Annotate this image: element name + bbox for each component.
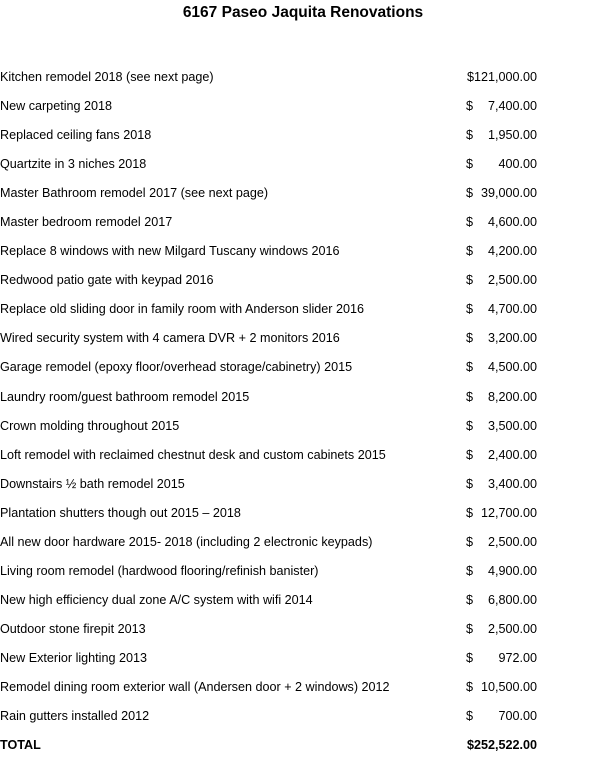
currency-symbol: $ [466,389,474,404]
renovation-amount: $121,000.00 [466,70,537,84]
renovation-amount: 3,400.00 [487,476,537,491]
currency-symbol: $ [466,563,474,578]
renovation-amount: 972.00 [498,650,537,665]
currency-symbol: $ [466,157,474,172]
renovation-description: Master bedroom remodel 2017 [0,215,173,230]
renovation-amount: 700.00 [498,709,537,724]
currency-symbol: $ [466,186,474,201]
renovation-amount: 4,900.00 [487,563,537,578]
renovation-amount: 8,200.00 [487,389,537,404]
renovation-row [0,298,606,327]
currency-symbol: $ [466,592,474,607]
renovation-description: Outdoor stone firepit 2013 [0,621,146,636]
renovation-amount: 4,700.00 [487,302,537,317]
renovation-row [0,473,606,502]
currency-symbol: $ [466,709,474,724]
total-row [0,734,606,763]
renovation-description: Quartzite in 3 niches 2018 [0,157,147,172]
renovation-row [0,531,606,560]
renovation-amount: 2,500.00 [487,534,537,549]
currency-symbol: $ [466,476,474,491]
renovation-description: New carpeting 2018 [0,99,113,114]
renovation-row [0,560,606,589]
renovation-description: Replaced ceiling fans 2018 [0,128,152,143]
renovation-row [0,676,606,705]
renovation-description: New Exterior lighting 2013 [0,650,148,665]
renovation-row [0,618,606,647]
renovation-description: Laundry room/guest bathroom remodel 2015 [0,389,250,404]
total-label: TOTAL [0,738,41,753]
renovation-description: All new door hardware 2015- 2018 (including 2 electronic keypads) [0,534,373,549]
currency-symbol: $ [466,302,474,317]
renovation-description: New high efficiency dual zone A/C system with wifi 2014 [0,592,313,607]
renovation-row [0,66,606,95]
renovation-row [0,386,606,415]
currency-symbol: $ [466,679,474,694]
renovation-description: Wired security system with 4 camera DVR + 2 monitors 2016 [0,331,340,346]
renovation-description: Rain gutters installed 2012 [0,709,150,724]
renovation-row [0,269,606,298]
renovation-description: Loft remodel with reclaimed chestnut desk and custom cabinets 2015 [0,447,386,462]
renovation-amount: 6,800.00 [487,592,537,607]
renovation-description: Downstairs ½ bath remodel 2015 [0,476,185,491]
currency-symbol: $ [466,128,474,143]
renovation-description: Kitchen remodel 2018 (see next page) [0,70,214,84]
renovation-description: Garage remodel (epoxy floor/overhead storage/cabinetry) 2015 [0,360,353,375]
currency-symbol: $ [466,534,474,549]
currency-symbol: $ [466,99,474,114]
renovation-row [0,327,606,356]
currency-symbol: $ [466,447,474,462]
currency-symbol: $ [466,621,474,636]
total-amount: $252,522.00 [466,738,537,753]
renovation-list [0,66,606,763]
renovation-row [0,124,606,153]
renovation-row [0,647,606,676]
renovation-row [0,444,606,473]
renovation-amount: 7,400.00 [487,99,537,114]
renovation-amount: 3,500.00 [487,418,537,433]
currency-symbol: $ [466,505,474,520]
renovation-row [0,211,606,240]
renovation-row [0,356,606,385]
renovation-description: Crown molding throughout 2015 [0,418,180,433]
renovation-description: Plantation shutters though out 2015 – 2018 [0,505,241,520]
renovation-amount: 12,700.00 [480,505,537,520]
currency-symbol: $ [466,650,474,665]
renovation-amount: 2,500.00 [487,273,537,288]
document-title: 6167 Paseo Jaquita Renovations [182,4,424,21]
renovation-row [0,182,606,211]
renovation-amount: 1,950.00 [487,128,537,143]
renovation-amount: 4,500.00 [487,360,537,375]
renovation-amount: 2,400.00 [487,447,537,462]
currency-symbol: $ [466,244,474,259]
renovation-row [0,153,606,182]
renovation-row [0,502,606,531]
renovation-row [0,705,606,734]
renovation-description: Remodel dining room exterior wall (Andersen door + 2 windows) 2012 [0,679,390,694]
currency-symbol: $ [466,273,474,288]
currency-symbol: $ [466,215,474,230]
renovation-description: Living room remodel (hardwood flooring/refinish banister) [0,563,319,578]
renovation-amount: 10,500.00 [480,679,537,694]
renovation-amount: 400.00 [498,157,537,172]
renovation-row [0,240,606,269]
renovation-amount: 2,500.00 [487,621,537,636]
currency-symbol: $ [466,331,474,346]
renovation-description: Replace old sliding door in family room with Anderson slider 2016 [0,302,365,317]
renovation-amount: 4,200.00 [487,244,537,259]
currency-symbol: $ [466,418,474,433]
renovation-row [0,415,606,444]
renovation-amount: 39,000.00 [480,186,537,201]
currency-symbol: $ [466,360,474,375]
renovation-row [0,589,606,618]
renovation-description: Replace 8 windows with new Milgard Tuscany windows 2016 [0,244,340,259]
renovation-amount: 3,200.00 [487,331,537,346]
renovation-row [0,95,606,124]
renovation-description: Master Bathroom remodel 2017 (see next page) [0,186,269,201]
renovation-description: Redwood patio gate with keypad 2016 [0,273,214,288]
renovation-amount: 4,600.00 [487,215,537,230]
